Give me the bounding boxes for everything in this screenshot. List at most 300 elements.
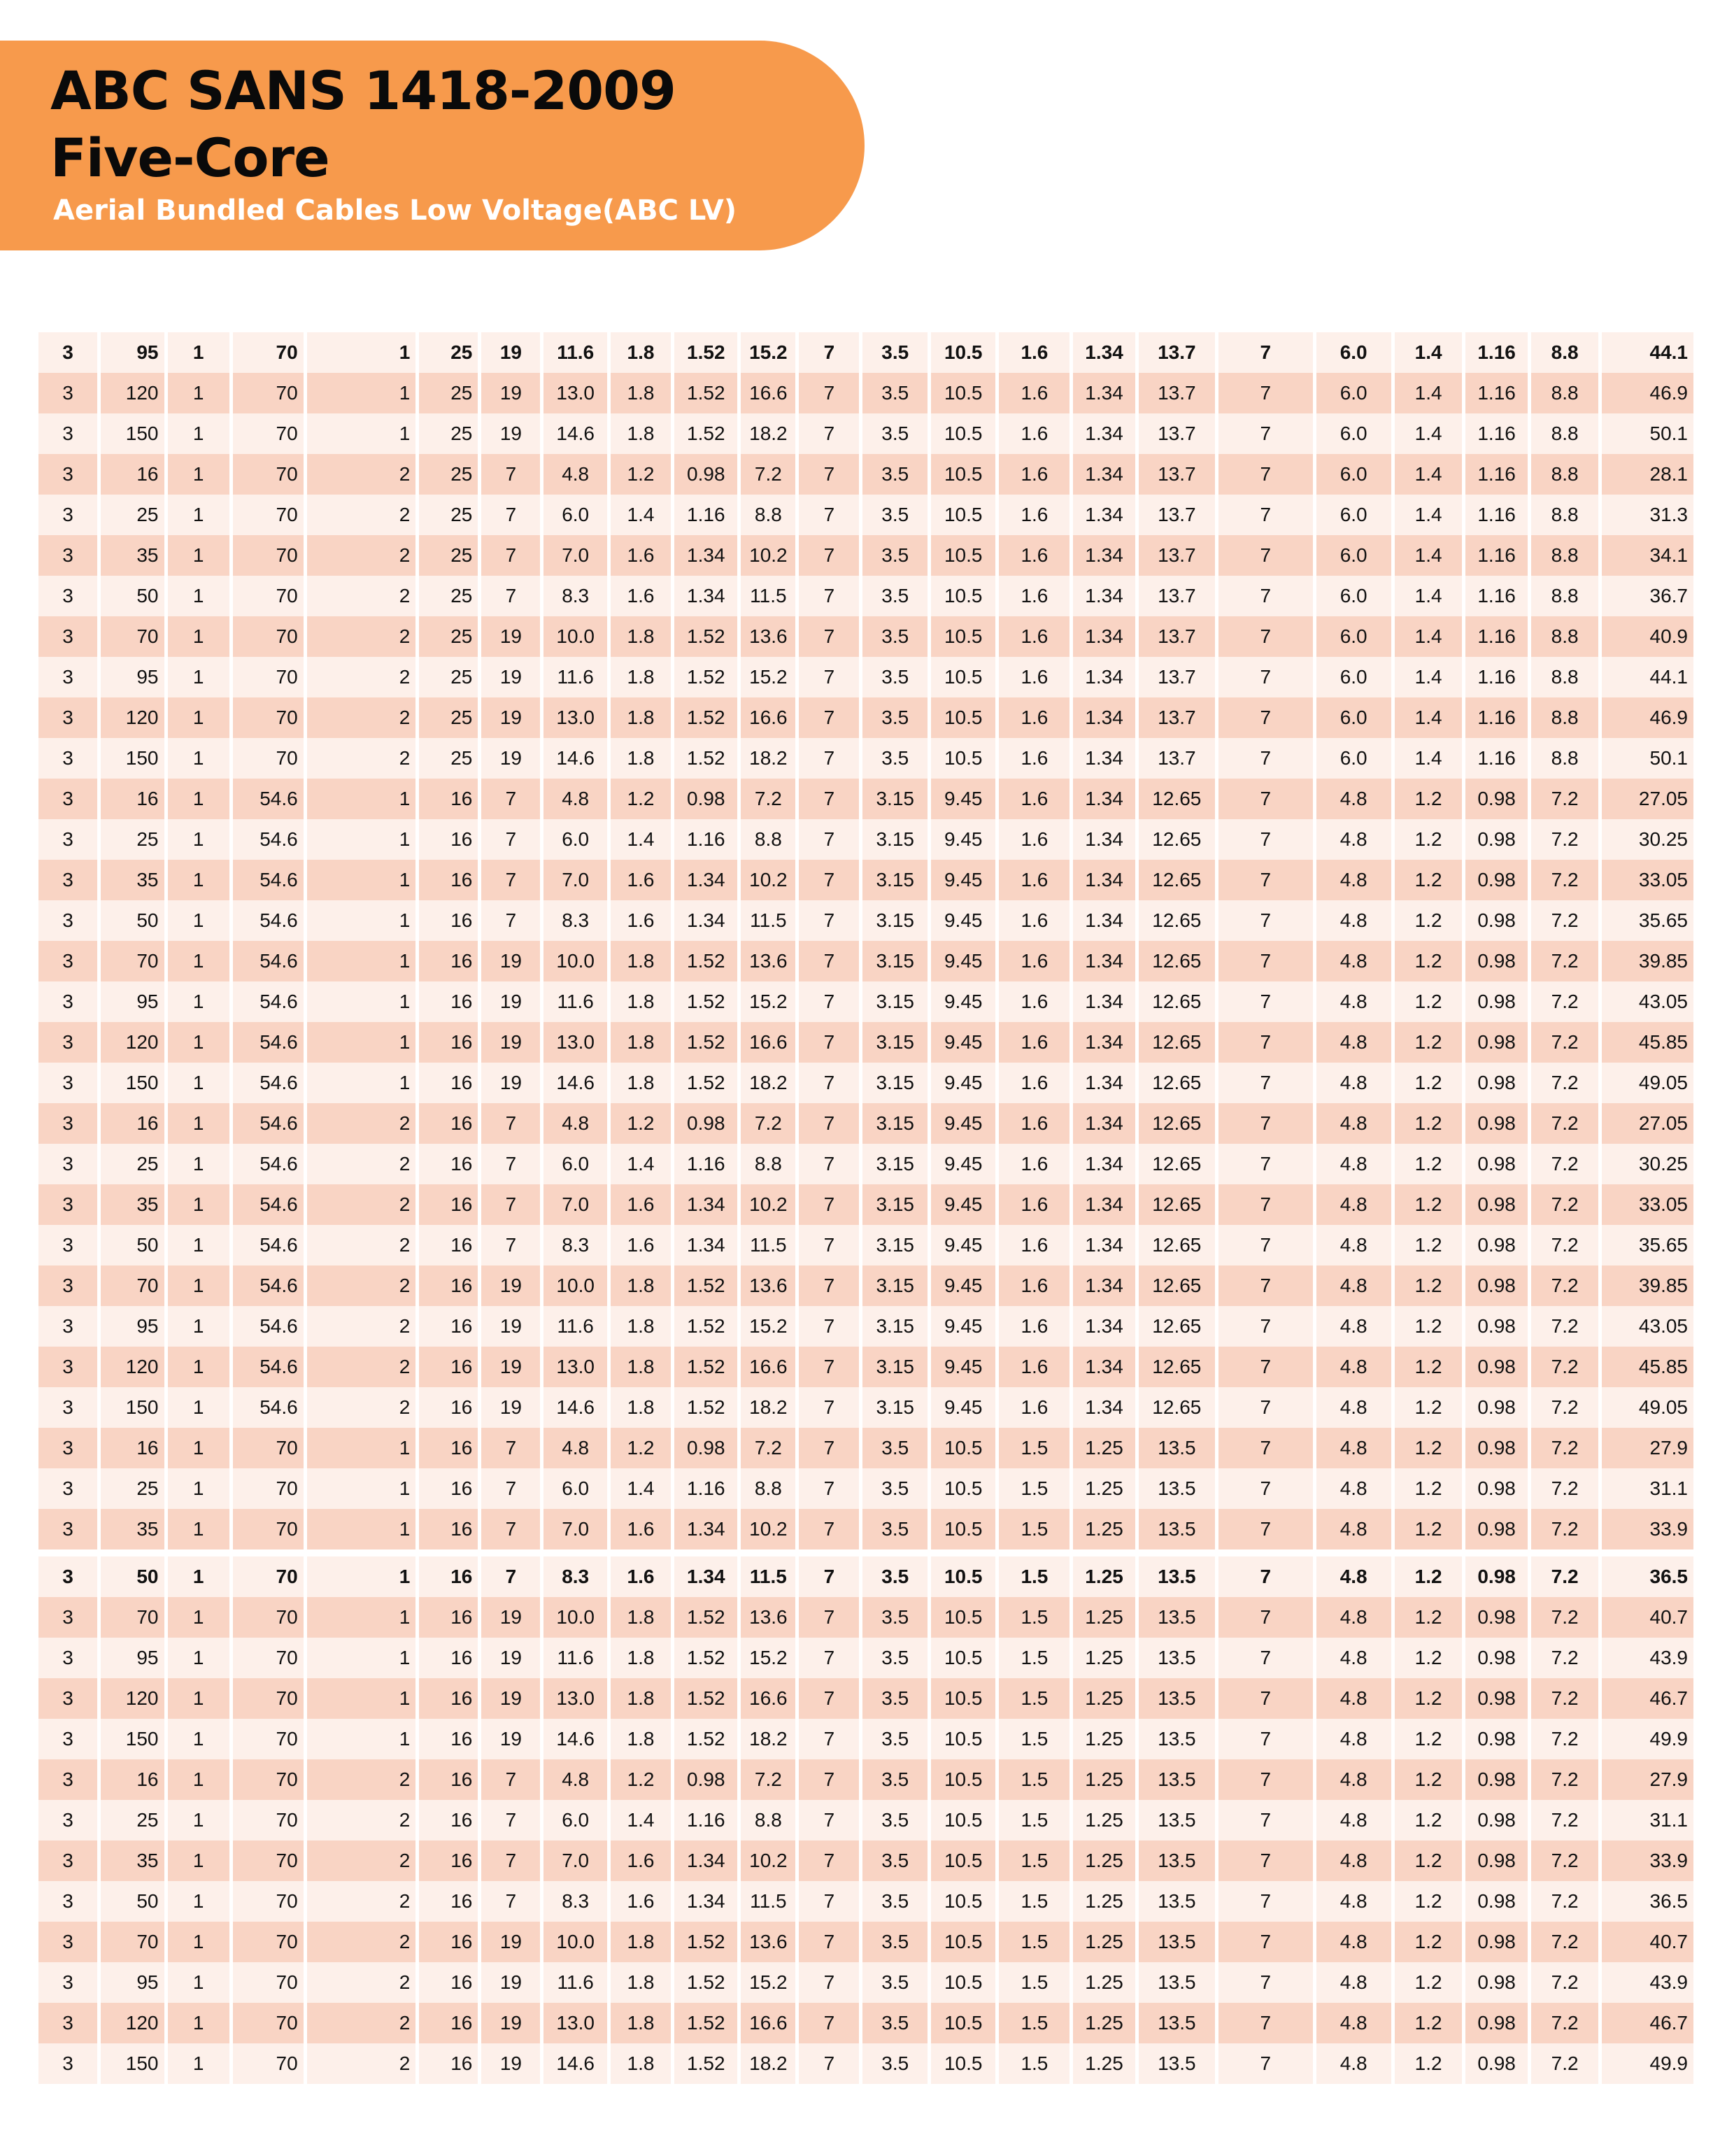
table-cell: 8.3 (543, 900, 606, 941)
table-cell: 1 (168, 981, 229, 1022)
table-cell: 3 (38, 1347, 97, 1387)
table-cell: 7.2 (741, 1759, 795, 1800)
table-cell: 1 (168, 1306, 229, 1347)
table-cell: 70 (233, 657, 304, 697)
table-cell: 1.5 (999, 1719, 1069, 1759)
table-cell: 150 (101, 413, 164, 454)
table-cell: 33.9 (1602, 1841, 1693, 1881)
table-cell: 16.6 (741, 2003, 795, 2043)
table-cell: 7 (481, 1225, 540, 1265)
table-cell: 12.65 (1139, 1063, 1215, 1103)
table-cell: 1.52 (674, 332, 737, 373)
table-cell: 3 (38, 1719, 97, 1759)
table-cell: 1.4 (1395, 373, 1463, 413)
table-cell: 7.2 (1531, 1638, 1599, 1678)
table-cell: 15.2 (741, 1638, 795, 1678)
table-cell: 25 (101, 819, 164, 860)
table-cell: 1.6 (999, 576, 1069, 616)
table-cell: 7 (481, 819, 540, 860)
table-cell: 7 (799, 616, 859, 657)
table-cell: 19 (481, 616, 540, 657)
table-cell: 7 (799, 1597, 859, 1638)
table-cell: 4.8 (1316, 1225, 1391, 1265)
table-cell: 7 (1218, 1638, 1313, 1678)
table-cell: 1 (307, 941, 416, 981)
table-cell: 95 (101, 1638, 164, 1678)
table-cell: 7.2 (1531, 1347, 1599, 1387)
table-cell: 10.5 (931, 697, 996, 738)
table-cell: 1.8 (611, 2003, 671, 2043)
table-cell: 1 (307, 1678, 416, 1719)
table-cell: 1 (307, 819, 416, 860)
table-cell: 43.9 (1602, 1638, 1693, 1678)
table-cell: 7 (1218, 697, 1313, 738)
table-cell: 70 (101, 1922, 164, 1962)
table-cell: 16.6 (741, 373, 795, 413)
table-cell: 3 (38, 1144, 97, 1184)
table-cell: 8.8 (741, 495, 795, 535)
table-cell: 19 (481, 1922, 540, 1962)
table-cell: 3.5 (862, 1509, 928, 1549)
table-cell: 7 (799, 1719, 859, 1759)
table-row (38, 779, 1693, 819)
table-cell: 1.6 (999, 1103, 1069, 1144)
table-cell: 8.8 (741, 819, 795, 860)
table-cell: 3.15 (862, 1225, 928, 1265)
table-cell: 1.5 (999, 1638, 1069, 1678)
table-cell: 1.2 (1395, 1719, 1463, 1759)
table-cell: 7.2 (1531, 1387, 1599, 1428)
table-cell: 4.8 (1316, 1265, 1391, 1306)
table-cell: 19 (481, 1597, 540, 1638)
table-cell: 70 (101, 1265, 164, 1306)
table-cell: 3.5 (862, 1962, 928, 2003)
table-cell: 10.5 (931, 1638, 996, 1678)
table-cell: 4.8 (1316, 1678, 1391, 1719)
table-cell: 1 (307, 900, 416, 941)
table-cell: 70 (233, 2043, 304, 2084)
table-cell: 12.65 (1139, 900, 1215, 941)
table-cell: 0.98 (1465, 819, 1527, 860)
table-cell: 1 (307, 1509, 416, 1549)
table-cell: 70 (101, 616, 164, 657)
table-cell: 70 (233, 697, 304, 738)
table-cell: 18.2 (741, 2043, 795, 2084)
table-cell: 13.5 (1139, 1800, 1215, 1841)
table-cell: 3 (38, 1184, 97, 1225)
table-cell: 1 (168, 1922, 229, 1962)
table-cell: 2 (307, 1759, 416, 1800)
table-cell: 70 (101, 941, 164, 981)
table-cell: 54.6 (233, 1022, 304, 1063)
table-cell: 1 (168, 616, 229, 657)
table-cell: 1.4 (1395, 576, 1463, 616)
table-cell: 9.45 (931, 1225, 996, 1265)
table-cell: 50.1 (1602, 738, 1693, 779)
table-cell: 16 (419, 1184, 478, 1225)
table-row (38, 1103, 1693, 1144)
table-cell: 1.52 (674, 1678, 737, 1719)
table-cell: 19 (481, 697, 540, 738)
table-cell: 6.0 (1316, 454, 1391, 495)
table-cell: 7 (799, 1800, 859, 1841)
table-cell: 9.45 (931, 1184, 996, 1225)
table-cell: 1.34 (1073, 738, 1135, 779)
table-cell: 13.6 (741, 1265, 795, 1306)
table-cell: 70 (233, 1962, 304, 2003)
table-cell: 7 (799, 1184, 859, 1225)
table-cell: 3 (38, 1265, 97, 1306)
table-cell: 1.25 (1073, 2003, 1135, 2043)
table-cell: 1.6 (611, 1841, 671, 1881)
table-cell: 0.98 (1465, 1144, 1527, 1184)
table-cell: 3.15 (862, 860, 928, 900)
table-cell: 16 (101, 454, 164, 495)
table-cell: 1.6 (999, 495, 1069, 535)
table-cell: 7.2 (1531, 1597, 1599, 1638)
table-cell: 7 (1218, 1719, 1313, 1759)
table-cell: 1.4 (1395, 535, 1463, 576)
table-cell: 3 (38, 1225, 97, 1265)
table-cell: 2 (307, 697, 416, 738)
table-cell: 7 (799, 1549, 859, 1597)
table-cell: 3 (38, 779, 97, 819)
table-row (38, 535, 1693, 576)
table-cell: 1.25 (1073, 1678, 1135, 1719)
table-cell: 7.2 (741, 1428, 795, 1468)
table-cell: 27.05 (1602, 779, 1693, 819)
table-cell: 1.6 (999, 697, 1069, 738)
table-cell: 0.98 (674, 779, 737, 819)
table-cell: 7 (799, 1387, 859, 1428)
table-cell: 1.6 (999, 941, 1069, 981)
table-cell: 1.25 (1073, 2043, 1135, 2084)
table-cell: 1.8 (611, 1962, 671, 2003)
table-cell: 4.8 (543, 779, 606, 819)
table-cell: 13.7 (1139, 535, 1215, 576)
table-cell: 1.52 (674, 1306, 737, 1347)
table-cell: 0.98 (1465, 1022, 1527, 1063)
table-cell: 1.8 (611, 1719, 671, 1759)
table-cell: 16 (419, 900, 478, 941)
table-cell: 10.2 (741, 1509, 795, 1549)
table-cell: 7 (799, 413, 859, 454)
table-cell: 25 (419, 495, 478, 535)
table-cell: 3.5 (862, 1678, 928, 1719)
table-cell: 1.6 (611, 900, 671, 941)
table-cell: 6.0 (1316, 616, 1391, 657)
page-subtitle: Aerial Bundled Cables Low Voltage(ABC LV) (53, 194, 737, 227)
table-cell: 120 (101, 697, 164, 738)
table-row (38, 1549, 1693, 1597)
table-cell: 3 (38, 941, 97, 981)
table-cell: 70 (233, 1549, 304, 1597)
table-cell: 1.52 (674, 1962, 737, 2003)
table-cell: 3.5 (862, 454, 928, 495)
table-cell: 4.8 (1316, 779, 1391, 819)
table-cell: 0.98 (1465, 2003, 1527, 2043)
table-cell: 1.34 (1073, 1225, 1135, 1265)
table-row (38, 1962, 1693, 2003)
table-cell: 7.2 (1531, 1225, 1599, 1265)
table-cell: 1.2 (1395, 2003, 1463, 2043)
table-cell: 16 (419, 981, 478, 1022)
table-cell: 1 (168, 1678, 229, 1719)
table-cell: 7 (1218, 1468, 1313, 1509)
table-cell: 1.8 (611, 373, 671, 413)
table-cell: 19 (481, 1719, 540, 1759)
table-cell: 7 (481, 495, 540, 535)
table-cell: 1.16 (1465, 454, 1527, 495)
table-cell: 1.34 (674, 1549, 737, 1597)
table-cell: 10.5 (931, 576, 996, 616)
table-cell: 4.8 (1316, 1468, 1391, 1509)
table-cell: 3 (38, 1597, 97, 1638)
table-cell: 7 (1218, 779, 1313, 819)
table-cell: 15.2 (741, 657, 795, 697)
table-cell: 0.98 (1465, 1759, 1527, 1800)
table-cell: 7 (481, 1800, 540, 1841)
table-cell: 30.25 (1602, 1144, 1693, 1184)
table-cell: 4.8 (543, 1103, 606, 1144)
table-cell: 1 (168, 1759, 229, 1800)
table-row (38, 2043, 1693, 2084)
table-cell: 1.52 (674, 616, 737, 657)
table-cell: 7 (1218, 576, 1313, 616)
table-cell: 1 (168, 1428, 229, 1468)
table-row (38, 1922, 1693, 1962)
table-cell: 16.6 (741, 1347, 795, 1387)
table-cell: 3.5 (862, 1841, 928, 1881)
table-cell: 19 (481, 1387, 540, 1428)
table-cell: 1.8 (611, 1022, 671, 1063)
table-cell: 8.8 (1531, 454, 1599, 495)
table-cell: 1.8 (611, 1922, 671, 1962)
table-cell: 7.2 (1531, 1468, 1599, 1509)
table-cell: 10.0 (543, 1265, 606, 1306)
table-cell: 1.34 (1073, 616, 1135, 657)
table-cell: 7.2 (1531, 2043, 1599, 2084)
table-cell: 7.2 (1531, 1678, 1599, 1719)
table-cell: 10.5 (931, 1468, 996, 1509)
table-cell: 7.2 (741, 779, 795, 819)
table-cell: 1.6 (999, 779, 1069, 819)
table-cell: 1 (307, 1428, 416, 1468)
table-cell: 2 (307, 1800, 416, 1841)
table-cell: 1.5 (999, 1428, 1069, 1468)
table-cell: 12.65 (1139, 941, 1215, 981)
table-cell: 8.3 (543, 1225, 606, 1265)
table-cell: 7 (1218, 535, 1313, 576)
table-cell: 70 (233, 332, 304, 373)
table-cell: 16 (419, 1549, 478, 1597)
table-cell: 3.15 (862, 779, 928, 819)
table-cell: 4.8 (1316, 1962, 1391, 2003)
table-cell: 2 (307, 1347, 416, 1387)
table-cell: 7 (799, 1678, 859, 1719)
table-cell: 1.4 (1395, 495, 1463, 535)
table-cell: 0.98 (1465, 1468, 1527, 1509)
table-cell: 7 (1218, 2043, 1313, 2084)
table-cell: 7.2 (1531, 1265, 1599, 1306)
table-cell: 3.5 (862, 373, 928, 413)
table-cell: 7.2 (1531, 1719, 1599, 1759)
table-cell: 2 (307, 535, 416, 576)
table-cell: 15.2 (741, 332, 795, 373)
table-cell: 1 (168, 535, 229, 576)
table-cell: 16 (419, 1841, 478, 1881)
table-cell: 35 (101, 1509, 164, 1549)
table-cell: 1 (168, 1184, 229, 1225)
table-cell: 40.9 (1602, 616, 1693, 657)
table-cell: 54.6 (233, 1225, 304, 1265)
table-cell: 1.6 (999, 1347, 1069, 1387)
table-cell: 11.6 (543, 1638, 606, 1678)
table-cell: 13.5 (1139, 1468, 1215, 1509)
table-cell: 1 (307, 373, 416, 413)
table-cell: 7 (1218, 1063, 1313, 1103)
table-row (38, 738, 1693, 779)
table-cell: 3 (38, 1678, 97, 1719)
table-cell: 16 (101, 779, 164, 819)
table-cell: 1.34 (1073, 941, 1135, 981)
table-cell: 1.16 (1465, 576, 1527, 616)
table-cell: 9.45 (931, 819, 996, 860)
table-cell: 1.34 (1073, 535, 1135, 576)
table-cell: 7 (1218, 1922, 1313, 1962)
table-cell: 13.5 (1139, 1962, 1215, 2003)
table-cell: 25 (101, 1468, 164, 1509)
table-cell: 1.5 (999, 2043, 1069, 2084)
table-cell: 1 (307, 1022, 416, 1063)
table-cell: 7 (799, 1306, 859, 1347)
table-cell: 1.8 (611, 657, 671, 697)
table-cell: 7 (481, 1184, 540, 1225)
table-cell: 4.8 (1316, 1428, 1391, 1468)
table-cell: 3 (38, 1922, 97, 1962)
table-cell: 9.45 (931, 981, 996, 1022)
table-cell: 1.6 (611, 1225, 671, 1265)
table-cell: 31.1 (1602, 1468, 1693, 1509)
table-cell: 2 (307, 1265, 416, 1306)
table-cell: 7.2 (1531, 1144, 1599, 1184)
table-cell: 4.8 (1316, 1347, 1391, 1387)
table-cell: 54.6 (233, 1184, 304, 1225)
table-cell: 1 (168, 454, 229, 495)
table-cell: 1.8 (611, 697, 671, 738)
table-cell: 16 (419, 1509, 478, 1549)
table-cell: 10.5 (931, 1549, 996, 1597)
table-cell: 70 (233, 1509, 304, 1549)
table-cell: 4.8 (1316, 1063, 1391, 1103)
table-cell: 7 (799, 373, 859, 413)
table-cell: 25 (419, 616, 478, 657)
table-cell: 33.9 (1602, 1509, 1693, 1549)
table-row (38, 1387, 1693, 1428)
table-cell: 16 (419, 1800, 478, 1841)
table-cell: 1.2 (611, 779, 671, 819)
table-cell: 16 (101, 1759, 164, 1800)
table-cell: 4.8 (1316, 1549, 1391, 1597)
table-cell: 1 (168, 1841, 229, 1881)
table-cell: 3.5 (862, 738, 928, 779)
table-cell: 2 (307, 1184, 416, 1225)
table-cell: 1.6 (611, 535, 671, 576)
table-cell: 1.34 (1073, 373, 1135, 413)
table-cell: 1.52 (674, 2003, 737, 2043)
table-cell: 12.65 (1139, 860, 1215, 900)
table-cell: 3 (38, 1759, 97, 1800)
table-cell: 45.85 (1602, 1022, 1693, 1063)
table-row (38, 1225, 1693, 1265)
table-cell: 1.2 (1395, 1759, 1463, 1800)
table-cell: 8.8 (1531, 616, 1599, 657)
table-cell: 7.2 (1531, 941, 1599, 981)
table-cell: 11.5 (741, 1549, 795, 1597)
table-cell: 7.2 (1531, 1841, 1599, 1881)
table-cell: 7.2 (1531, 1509, 1599, 1549)
table-cell: 0.98 (1465, 1597, 1527, 1638)
table-cell: 10.5 (931, 454, 996, 495)
table-cell: 12.65 (1139, 779, 1215, 819)
table-cell: 7.2 (1531, 1881, 1599, 1922)
table-cell: 7.2 (1531, 860, 1599, 900)
table-cell: 13.5 (1139, 1922, 1215, 1962)
table-cell: 16 (419, 1678, 478, 1719)
table-cell: 19 (481, 1063, 540, 1103)
table-cell: 0.98 (1465, 1922, 1527, 1962)
table-cell: 0.98 (1465, 900, 1527, 941)
title-line-2: Five-Core (50, 127, 329, 189)
table-cell: 7 (799, 1759, 859, 1800)
table-cell: 7 (1218, 900, 1313, 941)
table-cell: 2 (307, 1841, 416, 1881)
table-cell: 1.2 (1395, 1800, 1463, 1841)
table-cell: 1.16 (1465, 535, 1527, 576)
table-cell: 1.2 (1395, 1962, 1463, 2003)
table-cell: 0.98 (1465, 1962, 1527, 2003)
table-cell: 3.5 (862, 1638, 928, 1678)
table-cell: 19 (481, 1962, 540, 2003)
table-cell: 1.2 (1395, 1144, 1463, 1184)
table-cell: 7 (799, 1468, 859, 1509)
table-cell: 16.6 (741, 697, 795, 738)
table-cell: 4.8 (543, 1428, 606, 1468)
table-cell: 7 (799, 738, 859, 779)
table-cell: 1.5 (999, 1800, 1069, 1841)
table-cell: 3.5 (862, 1597, 928, 1638)
table-cell: 95 (101, 657, 164, 697)
table-cell: 70 (233, 576, 304, 616)
table-cell: 7 (1218, 616, 1313, 657)
table-cell: 1.2 (1395, 779, 1463, 819)
table-cell: 1 (168, 1265, 229, 1306)
table-cell: 3.5 (862, 1468, 928, 1509)
table-cell: 7.2 (1531, 819, 1599, 860)
table-cell: 1.6 (611, 860, 671, 900)
table-cell: 95 (101, 981, 164, 1022)
table-cell: 12.65 (1139, 1184, 1215, 1225)
table-cell: 70 (233, 535, 304, 576)
table-cell: 1.6 (999, 1265, 1069, 1306)
table-cell: 120 (101, 2003, 164, 2043)
table-cell: 7.2 (1531, 1428, 1599, 1468)
table-cell: 70 (233, 495, 304, 535)
table-cell: 16 (419, 1022, 478, 1063)
table-cell: 13.0 (543, 373, 606, 413)
table-cell: 8.8 (741, 1800, 795, 1841)
table-cell: 1.2 (1395, 1265, 1463, 1306)
